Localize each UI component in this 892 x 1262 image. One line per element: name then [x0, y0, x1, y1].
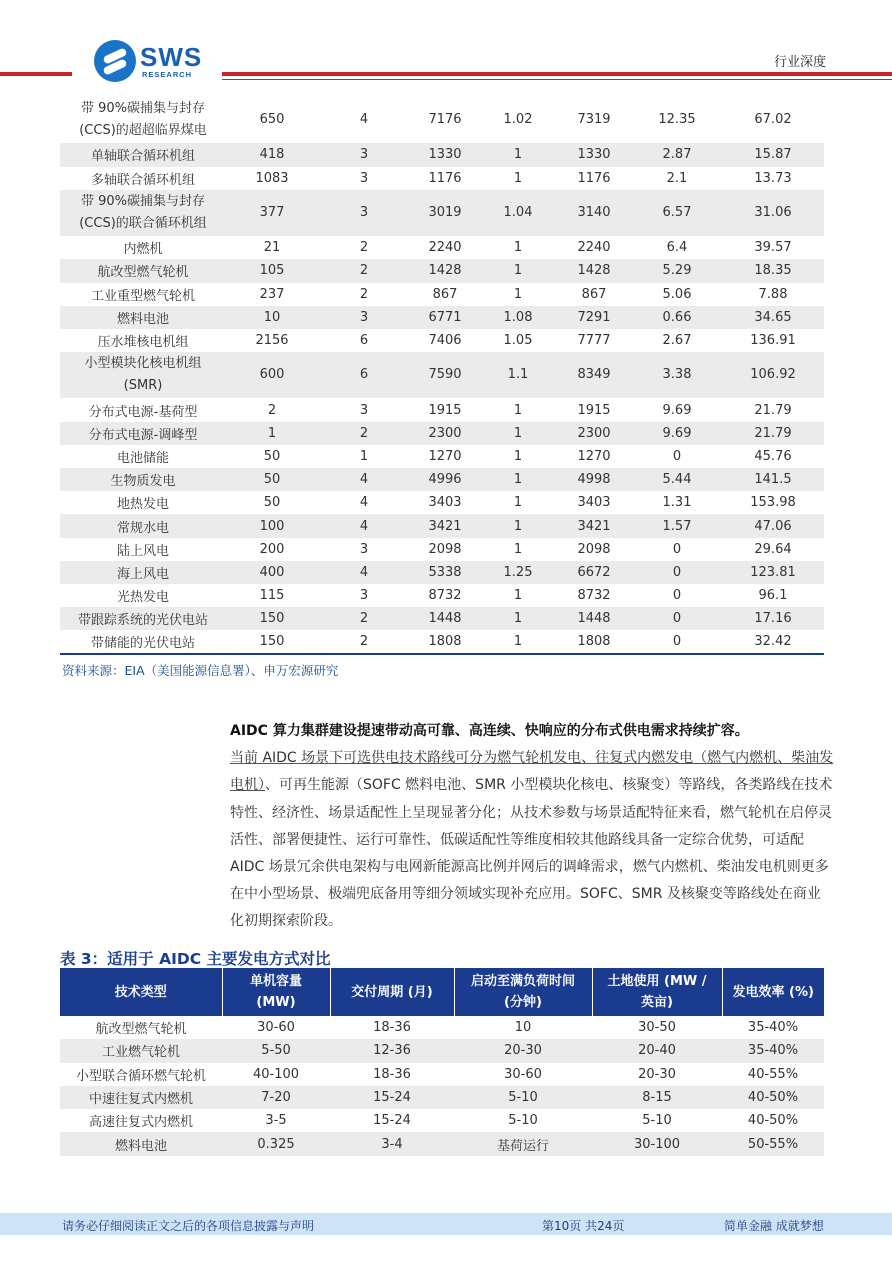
table-cell: 1915 — [428, 402, 462, 418]
table-cell: 2240 — [428, 240, 462, 256]
table-cell: 96.1 — [758, 588, 788, 604]
table-cell: 1 — [226, 422, 318, 445]
header-line-2: (MW) — [256, 995, 296, 1010]
table-cell: 6771 — [410, 306, 480, 329]
table-cell: 1 — [513, 240, 523, 256]
table-row — [60, 1086, 824, 1109]
row-label: 生物质发电 — [60, 468, 226, 491]
table-cell: 21.79 — [722, 422, 824, 445]
table-cell: 105 — [226, 259, 318, 282]
table-cell: 40-100 — [252, 1066, 300, 1082]
table-cell: 30-60 — [257, 1020, 295, 1036]
table-bottom-rule — [60, 653, 824, 655]
row-label: 燃料电池 — [60, 306, 226, 329]
table-cell: 5-10 — [508, 1113, 538, 1129]
table3-header-row — [60, 968, 824, 1016]
footer-disclaimer: 请务必仔细阅读正文之后的各项信息披露与声明 — [62, 1219, 315, 1233]
table-cell: 8732 — [577, 588, 611, 604]
table-cell: 35-40% — [722, 1039, 824, 1062]
table-cell: 21 — [263, 240, 281, 256]
table-cell: 6 — [318, 352, 410, 398]
table-cell: 20-30 — [638, 1066, 676, 1082]
table-cell: 5.44 — [632, 468, 722, 491]
column-header — [60, 968, 222, 1016]
table-cell: 1 — [513, 286, 523, 302]
table-cell: 1330 — [410, 143, 480, 166]
row-label: 小型联合循环燃气轮机 — [75, 1068, 206, 1084]
table-row — [60, 167, 824, 190]
table-cell: 6672 — [556, 561, 632, 584]
table-cell: 1 — [513, 170, 523, 186]
table-cell: 12.35 — [658, 112, 696, 128]
footer-slogan: 简单金融 成就梦想 — [724, 1219, 824, 1233]
table-cell: 20-30 — [454, 1039, 592, 1062]
table-cell: 1.08 — [480, 306, 556, 329]
table-row — [60, 1132, 824, 1155]
row-label: 内燃机 — [123, 242, 163, 258]
table-cell: 4 — [359, 495, 369, 511]
table-cell: 50 — [263, 495, 281, 511]
row-label: 多轴联合循环机组 — [90, 172, 195, 188]
table-cell: 100 — [226, 514, 318, 537]
table-cell: 2240 — [577, 240, 611, 256]
table-cell: 4998 — [556, 468, 632, 491]
table-cell: 153.98 — [750, 495, 796, 511]
page-footer — [0, 1213, 892, 1235]
table-cell: 600 — [226, 352, 318, 398]
table-cell: 10 — [226, 306, 318, 329]
table-cell: 30-100 — [592, 1132, 722, 1155]
table-cell: 3421 — [410, 514, 480, 537]
table-cell: 1448 — [556, 607, 632, 630]
table-cell: 2300 — [556, 422, 632, 445]
table-cell: 2156 — [255, 333, 289, 348]
table-cell: 3 — [359, 170, 369, 186]
row-label: 压水堆核电机组 — [97, 335, 189, 350]
table-cell: 7176 — [428, 112, 462, 128]
row-label: 带 90%碳捕集与封存(CCS)的超超临界煤电 — [79, 101, 207, 139]
row-label: 航改型燃气轮机 — [95, 1022, 187, 1038]
cost-parameters-table — [60, 97, 824, 654]
table-row — [60, 1109, 824, 1132]
table-cell: 7.88 — [758, 286, 788, 302]
table-row — [60, 445, 824, 468]
paragraph-lead: AIDC 算力集群建设提速带动高可靠、高连续、快响应的分布式供电需求持续扩容。 — [230, 723, 749, 739]
table-cell: 150 — [259, 634, 285, 650]
table-cell: 150 — [226, 607, 318, 630]
table-cell: 4 — [359, 112, 369, 128]
table-cell: 39.57 — [754, 240, 792, 256]
table-cell: 2 — [267, 402, 277, 418]
header-line-1: 发电效率 (%) — [732, 984, 814, 1000]
table-cell: 12-36 — [330, 1039, 454, 1062]
table-cell: 0.325 — [222, 1132, 330, 1155]
row-label: 带储能的光伏电站 — [90, 636, 195, 652]
table-cell: 0.66 — [632, 306, 722, 329]
table-cell: 3 — [318, 190, 410, 236]
table-cell: 50-55% — [722, 1132, 824, 1155]
column-header — [722, 968, 824, 1016]
row-label: 地热发电 — [116, 497, 169, 513]
table-cell: 0 — [672, 448, 682, 464]
table-cell: 6.57 — [632, 190, 722, 236]
table-cell: 67.02 — [754, 112, 792, 128]
table-cell: 1.02 — [503, 112, 533, 128]
table-cell: 3140 — [556, 190, 632, 236]
table-cell: 4 — [318, 468, 410, 491]
table-cell: 1.05 — [503, 333, 533, 348]
table-cell: 4 — [318, 561, 410, 584]
table-row — [60, 306, 824, 329]
table-cell: 基荷运行 — [454, 1132, 592, 1155]
table-cell: 15.87 — [722, 143, 824, 166]
header-line-1: 启动至满负荷时间 — [470, 974, 575, 989]
table-cell: 3 — [359, 541, 369, 557]
table-cell: 30-50 — [638, 1020, 676, 1036]
table-cell: 1428 — [410, 259, 480, 282]
table-cell: 13.73 — [754, 170, 792, 186]
row-label: 陆上风电 — [116, 543, 169, 559]
table-cell: 15-24 — [373, 1113, 411, 1129]
row-label: 工业重型燃气轮机 — [90, 288, 195, 304]
table-cell: 1 — [480, 259, 556, 282]
table-cell: 2300 — [410, 422, 480, 445]
row-label: 分布式电源-基荷型 — [88, 404, 198, 420]
logo-subtext: RESEARCH — [142, 70, 193, 79]
table3-body — [60, 1016, 824, 1156]
table-row — [60, 398, 824, 421]
table-cell: 1915 — [577, 402, 611, 418]
table-cell: 0 — [672, 541, 682, 557]
header-line-1: 单机容量 — [249, 974, 302, 989]
table-cell: 18.35 — [722, 259, 824, 282]
table-row — [60, 352, 824, 398]
header-line-1: 土地使用 (MW / — [607, 974, 707, 989]
table-cell: 1270 — [577, 448, 611, 464]
table-cell: 40-50% — [747, 1113, 799, 1129]
header-line-1: 交付周期 (月) — [351, 984, 433, 1000]
table-cell: 30-60 — [504, 1066, 542, 1082]
table-cell: 2.87 — [632, 143, 722, 166]
row-label: 中速往复式内燃机 — [60, 1086, 222, 1109]
table-cell: 1 — [513, 634, 523, 650]
table-cell: 1270 — [428, 448, 462, 464]
row-label: 工业燃气轮机 — [60, 1039, 222, 1062]
table-cell: 5-50 — [222, 1039, 330, 1062]
header-rule-left — [0, 72, 72, 76]
table-cell: 31.06 — [722, 190, 824, 236]
table-cell: 1176 — [577, 170, 611, 186]
table-row — [60, 329, 824, 352]
table-cell: 50 — [263, 448, 281, 464]
table-row — [60, 236, 824, 259]
row-label: 电池储能 — [116, 450, 169, 466]
table-cell: 9.69 — [632, 422, 722, 445]
column-header — [222, 968, 330, 1016]
table-cell: 3 — [318, 306, 410, 329]
table-cell: 2 — [318, 422, 410, 445]
table-cell: 3 — [359, 588, 369, 604]
table-cell: 17.16 — [722, 607, 824, 630]
table-cell: 106.92 — [722, 352, 824, 398]
table-cell: 3 — [359, 402, 369, 418]
paragraph-underlined: 当前 AIDC 场景下可选供电技术路线可分为燃气轮机发电、往复式内燃发电（燃气内燃机、柴油发电机） — [230, 750, 834, 794]
table-cell: 1 — [480, 143, 556, 166]
row-label: 分布式电源-调峰型 — [60, 422, 226, 445]
table-cell: 7291 — [556, 306, 632, 329]
table-cell: 21.79 — [754, 402, 792, 418]
row-label: 单轴联合循环机组 — [60, 143, 226, 166]
table-cell: 0 — [672, 588, 682, 604]
table-cell: 1083 — [255, 170, 289, 186]
table-cell: 418 — [226, 143, 318, 166]
table-cell: 377 — [226, 190, 318, 236]
table-cell: 141.5 — [722, 468, 824, 491]
table-cell: 1 — [513, 588, 523, 604]
table-cell: 200 — [259, 541, 285, 557]
table-cell: 1330 — [556, 143, 632, 166]
table-row — [60, 97, 824, 143]
table-cell: 50 — [226, 468, 318, 491]
row-label: 带跟踪系统的光伏电站 — [60, 607, 226, 630]
table-cell: 1428 — [556, 259, 632, 282]
table-cell: 7-20 — [222, 1086, 330, 1109]
table-cell: 3403 — [577, 495, 611, 511]
table-row — [60, 190, 824, 236]
table-cell: 20-40 — [592, 1039, 722, 1062]
table-cell: 3421 — [556, 514, 632, 537]
logo-mark-icon — [94, 40, 136, 82]
report-category: 行业深度 — [773, 55, 826, 70]
row-label: 海上风电 — [60, 561, 226, 584]
table-source: 资料来源：EIA（美国能源信息署）、申万宏源研究 — [62, 663, 339, 678]
header-rule-thin — [222, 79, 892, 80]
table-cell: 4 — [318, 514, 410, 537]
table-cell: 7319 — [577, 112, 611, 128]
table-cell: 6.4 — [666, 240, 688, 256]
table-row — [60, 1016, 824, 1039]
table-cell: 6 — [359, 333, 369, 348]
table-cell: 2 — [318, 607, 410, 630]
row-label: 燃料电池 — [60, 1132, 222, 1155]
header-rule-right — [222, 72, 892, 76]
table-row — [60, 1039, 824, 1062]
table-cell: 40-50% — [722, 1086, 824, 1109]
row-label: 带 90%碳捕集与封存(CCS)的联合循环机组 — [60, 190, 226, 236]
table-cell: 1.25 — [480, 561, 556, 584]
table-cell: 2.67 — [662, 333, 692, 348]
column-header — [330, 968, 454, 1016]
table-cell: 40-55% — [747, 1066, 799, 1082]
table-cell: 1 — [480, 607, 556, 630]
table-cell: 5.29 — [632, 259, 722, 282]
table-row — [60, 143, 824, 166]
table-cell: 10 — [514, 1020, 532, 1036]
footer-page-number: 第10页 共24页 — [542, 1219, 625, 1233]
table-cell: 1 — [359, 448, 369, 464]
table-cell: 9.69 — [662, 402, 692, 418]
logo-text: SWS — [140, 42, 203, 72]
table-cell: 1 — [480, 468, 556, 491]
table-row — [60, 607, 824, 630]
table-cell: 15-24 — [330, 1086, 454, 1109]
table-cell: 123.81 — [722, 561, 824, 584]
table-cell: 3-4 — [330, 1132, 454, 1155]
table-cell: 34.65 — [722, 306, 824, 329]
header-line-2: 英亩) — [641, 995, 673, 1010]
table-cell: 1448 — [410, 607, 480, 630]
table-row — [60, 491, 824, 514]
row-label: 光热发电 — [116, 590, 169, 606]
table-cell: 45.76 — [754, 448, 792, 464]
table-cell: 8732 — [428, 588, 462, 604]
table-cell: 29.64 — [754, 541, 792, 557]
table-row — [60, 1063, 824, 1086]
table-cell: 2098 — [577, 541, 611, 557]
table-cell: 32.42 — [754, 634, 792, 650]
table-cell: 2 — [359, 240, 369, 256]
table-row — [60, 561, 824, 584]
table-row — [60, 422, 824, 445]
table-row — [60, 468, 824, 491]
table-cell: 1 — [480, 514, 556, 537]
row-label: 常规水电 — [60, 514, 226, 537]
table-cell: 18-36 — [373, 1020, 411, 1036]
row-label: 小型模块化核电机组(SMR) — [60, 352, 226, 398]
table-cell: 2 — [359, 286, 369, 302]
table-row — [60, 584, 824, 607]
table-cell: 867 — [581, 286, 607, 302]
table-row — [60, 514, 824, 537]
table3-title: 表 3：适用于 AIDC 主要发电方式对比 — [60, 950, 331, 968]
column-header — [454, 968, 592, 1016]
table-cell: 7777 — [577, 333, 611, 348]
table-cell: 136.91 — [750, 333, 796, 348]
table-cell: 7590 — [410, 352, 480, 398]
page-header — [0, 0, 892, 96]
table-row — [60, 283, 824, 306]
cost-table-body — [60, 97, 824, 654]
table-cell: 0 — [672, 634, 682, 650]
table-cell: 1.04 — [480, 190, 556, 236]
table-cell: 115 — [259, 588, 285, 604]
table-cell: 0 — [632, 561, 722, 584]
table-cell: 5338 — [410, 561, 480, 584]
table-cell: 8-15 — [592, 1086, 722, 1109]
table-cell: 8349 — [556, 352, 632, 398]
table-cell: 2.1 — [666, 170, 688, 186]
table-cell: 5-10 — [642, 1113, 672, 1129]
table-cell: 1 — [513, 541, 523, 557]
table-cell: 867 — [432, 286, 458, 302]
table-cell: 1 — [513, 495, 523, 511]
row-label: 高速往复式内燃机 — [88, 1115, 193, 1131]
table-cell: 3.38 — [632, 352, 722, 398]
column-header — [592, 968, 722, 1016]
table-cell: 2 — [359, 634, 369, 650]
table-cell: 1 — [513, 448, 523, 464]
table-cell: 2 — [318, 259, 410, 282]
table-cell: 7406 — [428, 333, 462, 348]
table-row — [60, 630, 824, 653]
table-cell: 0 — [632, 607, 722, 630]
table-cell: 35-40% — [747, 1020, 799, 1036]
table-cell: 4996 — [410, 468, 480, 491]
table-cell: 1 — [480, 422, 556, 445]
table-cell: 650 — [259, 112, 285, 128]
table-cell: 1.57 — [632, 514, 722, 537]
table-cell: 1.1 — [480, 352, 556, 398]
table-row — [60, 259, 824, 282]
body-paragraph — [230, 718, 834, 936]
table-cell: 1.31 — [662, 495, 692, 511]
table-cell: 1808 — [577, 634, 611, 650]
header-line-2: (分钟) — [504, 995, 542, 1010]
table-row — [60, 538, 824, 561]
table-cell: 3019 — [410, 190, 480, 236]
header-line-1: 技术类型 — [114, 984, 167, 1000]
row-label: 航改型燃气轮机 — [60, 259, 226, 282]
table-cell: 47.06 — [722, 514, 824, 537]
table-cell: 1 — [513, 402, 523, 418]
paragraph-rest: 、可再生能源（SOFC 燃料电池、SMR 小型模块化核电、核聚变）等路线，各类路线在技术特性、经济性、场景适配性上呈现显著分化；从技术参数与场景适配特征来看，燃气轮机在启停灵活性、部署便捷性、运行可靠性、低碳适配性等维度相较其他路线具备一定综合优势，可适配 AIDC 场景冗余供电架构与电网新能源高比例并网后的调峰需求，燃气内燃机、柴油发电机则更多在中小型场景、极端兜底备用等细分领域实现补充应用。SOFC、SMR 及核聚变等路线处在商业化初期探索阶段。 — [230, 777, 833, 930]
table-cell: 18-36 — [373, 1066, 411, 1082]
table-cell: 237 — [259, 286, 285, 302]
table-cell: 1808 — [428, 634, 462, 650]
table-cell: 5.06 — [662, 286, 692, 302]
table-cell: 3 — [318, 143, 410, 166]
table-cell: 1176 — [428, 170, 462, 186]
sws-logo — [94, 40, 214, 84]
table-cell: 5-10 — [454, 1086, 592, 1109]
table-cell: 3403 — [428, 495, 462, 511]
table-cell: 2098 — [428, 541, 462, 557]
table-cell: 3-5 — [265, 1113, 287, 1129]
aidc-generation-table — [60, 968, 824, 1156]
table-cell: 400 — [226, 561, 318, 584]
